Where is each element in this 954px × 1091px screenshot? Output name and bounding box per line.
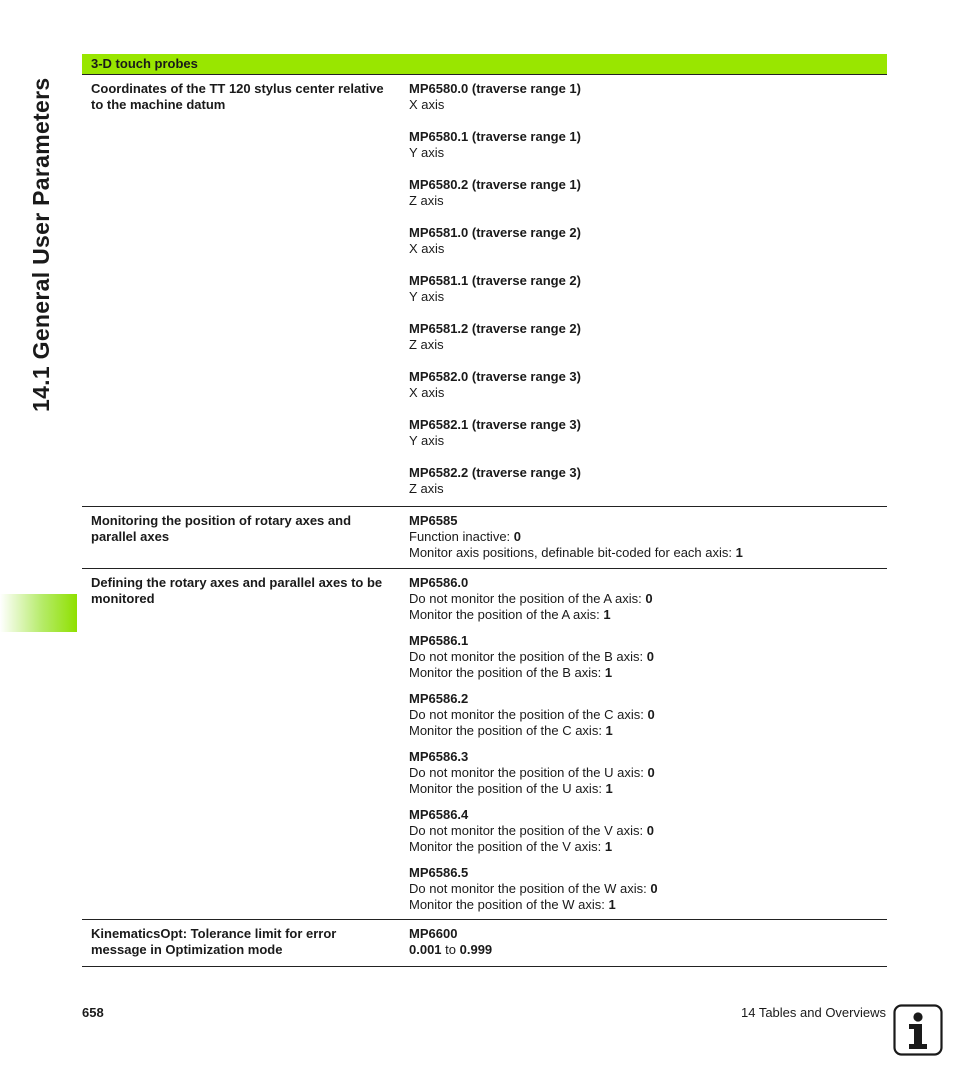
- param-code: MP6586.5: [409, 865, 469, 880]
- param-group: [409, 926, 879, 958]
- param-group: [409, 273, 879, 305]
- range-max: 0.999: [459, 942, 493, 957]
- param-line: [409, 591, 879, 607]
- info-icon: [893, 1004, 943, 1056]
- chapter-tab-marker: [0, 594, 77, 632]
- table-row: [82, 920, 887, 967]
- param-line-text: Monitor the position of the V axis:: [409, 839, 605, 854]
- param-value: 0: [647, 707, 655, 722]
- param-line-text: Function inactive:: [409, 529, 514, 544]
- param-value: 1: [603, 607, 611, 622]
- param-line-text: X axis: [409, 385, 445, 400]
- footer-chapter-title: 14 Tables and Overviews: [740, 1005, 886, 1020]
- param-code: MP6580.0 (traverse range 1): [409, 81, 581, 96]
- param-code: MP6582.1 (traverse range 3): [409, 417, 581, 432]
- param-code: MP6586.1: [409, 633, 469, 648]
- param-value: 1: [608, 897, 616, 912]
- param-line-text: Do not monitor the position of the A axis:: [409, 591, 646, 606]
- param-group: [409, 633, 879, 681]
- row-label: Coordinates of the TT 120 stylus center relative to the machine datum: [91, 81, 384, 112]
- param-line: [409, 649, 879, 665]
- param-code: MP6585: [409, 513, 458, 528]
- section-header: 3-D touch probes: [82, 54, 887, 75]
- param-line: [409, 723, 879, 739]
- param-group: [409, 81, 879, 113]
- row-values: [409, 926, 879, 958]
- range-separator: to: [441, 942, 460, 957]
- param-value: 1: [605, 723, 613, 738]
- param-line-text: Y axis: [409, 145, 445, 160]
- param-line: [409, 97, 879, 113]
- param-code: MP6581.0 (traverse range 2): [409, 225, 581, 240]
- param-group: [409, 177, 879, 209]
- param-group: [409, 749, 879, 797]
- param-line: [409, 781, 879, 797]
- param-value: 0: [645, 591, 653, 606]
- param-code: MP6582.2 (traverse range 3): [409, 465, 581, 480]
- param-group: [409, 417, 879, 449]
- param-line: [409, 385, 879, 401]
- param-group: [409, 321, 879, 353]
- side-chapter-title-text: 14.1 General User Parameters: [28, 77, 54, 412]
- param-line: [409, 289, 879, 305]
- param-line-text: Do not monitor the position of the C axis:: [409, 707, 648, 722]
- param-value: 1: [735, 545, 743, 560]
- param-value: 0: [650, 881, 658, 896]
- param-group: [409, 129, 879, 161]
- param-line-text: Monitor the position of the C axis:: [409, 723, 606, 738]
- param-group: [409, 807, 879, 855]
- param-line-text: Y axis: [409, 289, 445, 304]
- table-row: [82, 507, 887, 569]
- param-value: 0: [513, 529, 522, 544]
- param-line: [409, 529, 879, 545]
- range-min: 0.001: [409, 942, 442, 957]
- param-code: MP6581.2 (traverse range 2): [409, 321, 581, 336]
- param-line: [409, 897, 879, 913]
- param-line: [409, 545, 879, 561]
- param-code: MP6586.4: [409, 807, 469, 822]
- param-code: MP6586.2: [409, 691, 469, 706]
- param-group: [409, 865, 879, 913]
- param-group: [409, 691, 879, 739]
- param-line: [409, 433, 879, 449]
- row-label: Monitoring the position of rotary axes and parallel axes: [91, 513, 352, 544]
- param-value: 1: [604, 665, 613, 680]
- param-line-text: Monitor the position of the W axis:: [409, 897, 609, 912]
- param-group: [409, 575, 879, 623]
- param-range: [409, 942, 879, 958]
- param-value: 1: [604, 839, 613, 854]
- param-code: MP6580.2 (traverse range 1): [409, 177, 581, 192]
- param-line-text: Y axis: [409, 433, 445, 448]
- param-line-text: Monitor the position of the U axis:: [409, 781, 606, 796]
- param-line: [409, 665, 879, 681]
- param-group: [409, 465, 879, 497]
- side-chapter-title: [26, 50, 58, 420]
- param-line-text: Monitor axis positions, definable bit-coded for each axis:: [409, 545, 736, 560]
- param-group: [409, 225, 879, 257]
- param-line-text: X axis: [409, 97, 445, 112]
- param-code: MP6582.0 (traverse range 3): [409, 369, 581, 384]
- param-line-text: Z axis: [409, 481, 444, 496]
- param-line: [409, 337, 879, 353]
- row-label: KinematicsOpt: Tolerance limit for error message in Optimization mode: [91, 926, 337, 957]
- param-line: [409, 881, 879, 897]
- param-line: [409, 765, 879, 781]
- param-line-text: Do not monitor the position of the B axis:: [409, 649, 647, 664]
- param-line: [409, 607, 879, 623]
- param-line: [409, 193, 879, 209]
- param-line-text: Monitor the position of the A axis:: [409, 607, 604, 622]
- param-line-text: X axis: [409, 241, 445, 256]
- table-row: [82, 75, 887, 507]
- param-line: [409, 839, 879, 855]
- param-line-text: Do not monitor the position of the V axis:: [409, 823, 647, 838]
- param-line-text: Z axis: [409, 337, 444, 352]
- page-number: 658: [82, 1005, 104, 1020]
- param-code: MP6586.3: [409, 749, 469, 764]
- param-group: [409, 369, 879, 401]
- param-line: [409, 241, 879, 257]
- param-line-text: Do not monitor the position of the U axis:: [409, 765, 648, 780]
- row-label: Defining the rotary axes and parallel axes to be monitored: [91, 575, 383, 606]
- param-group: [409, 513, 879, 561]
- param-line-text: Do not monitor the position of the W axis:: [409, 881, 651, 896]
- param-value: 1: [605, 781, 613, 796]
- table-row: [82, 569, 887, 920]
- param-line-text: Z axis: [409, 193, 444, 208]
- param-value: 0: [647, 765, 655, 780]
- param-code: MP6586.0: [409, 575, 469, 590]
- param-line: [409, 481, 879, 497]
- param-line: [409, 823, 879, 839]
- param-line: [409, 707, 879, 723]
- param-code: MP6581.1 (traverse range 2): [409, 273, 581, 288]
- param-line: [409, 145, 879, 161]
- param-line-text: Monitor the position of the B axis:: [409, 665, 605, 680]
- param-value: 0: [646, 823, 654, 838]
- param-value: 0: [646, 649, 654, 664]
- param-code: MP6580.1 (traverse range 1): [409, 129, 581, 144]
- param-code: MP6600: [409, 926, 458, 941]
